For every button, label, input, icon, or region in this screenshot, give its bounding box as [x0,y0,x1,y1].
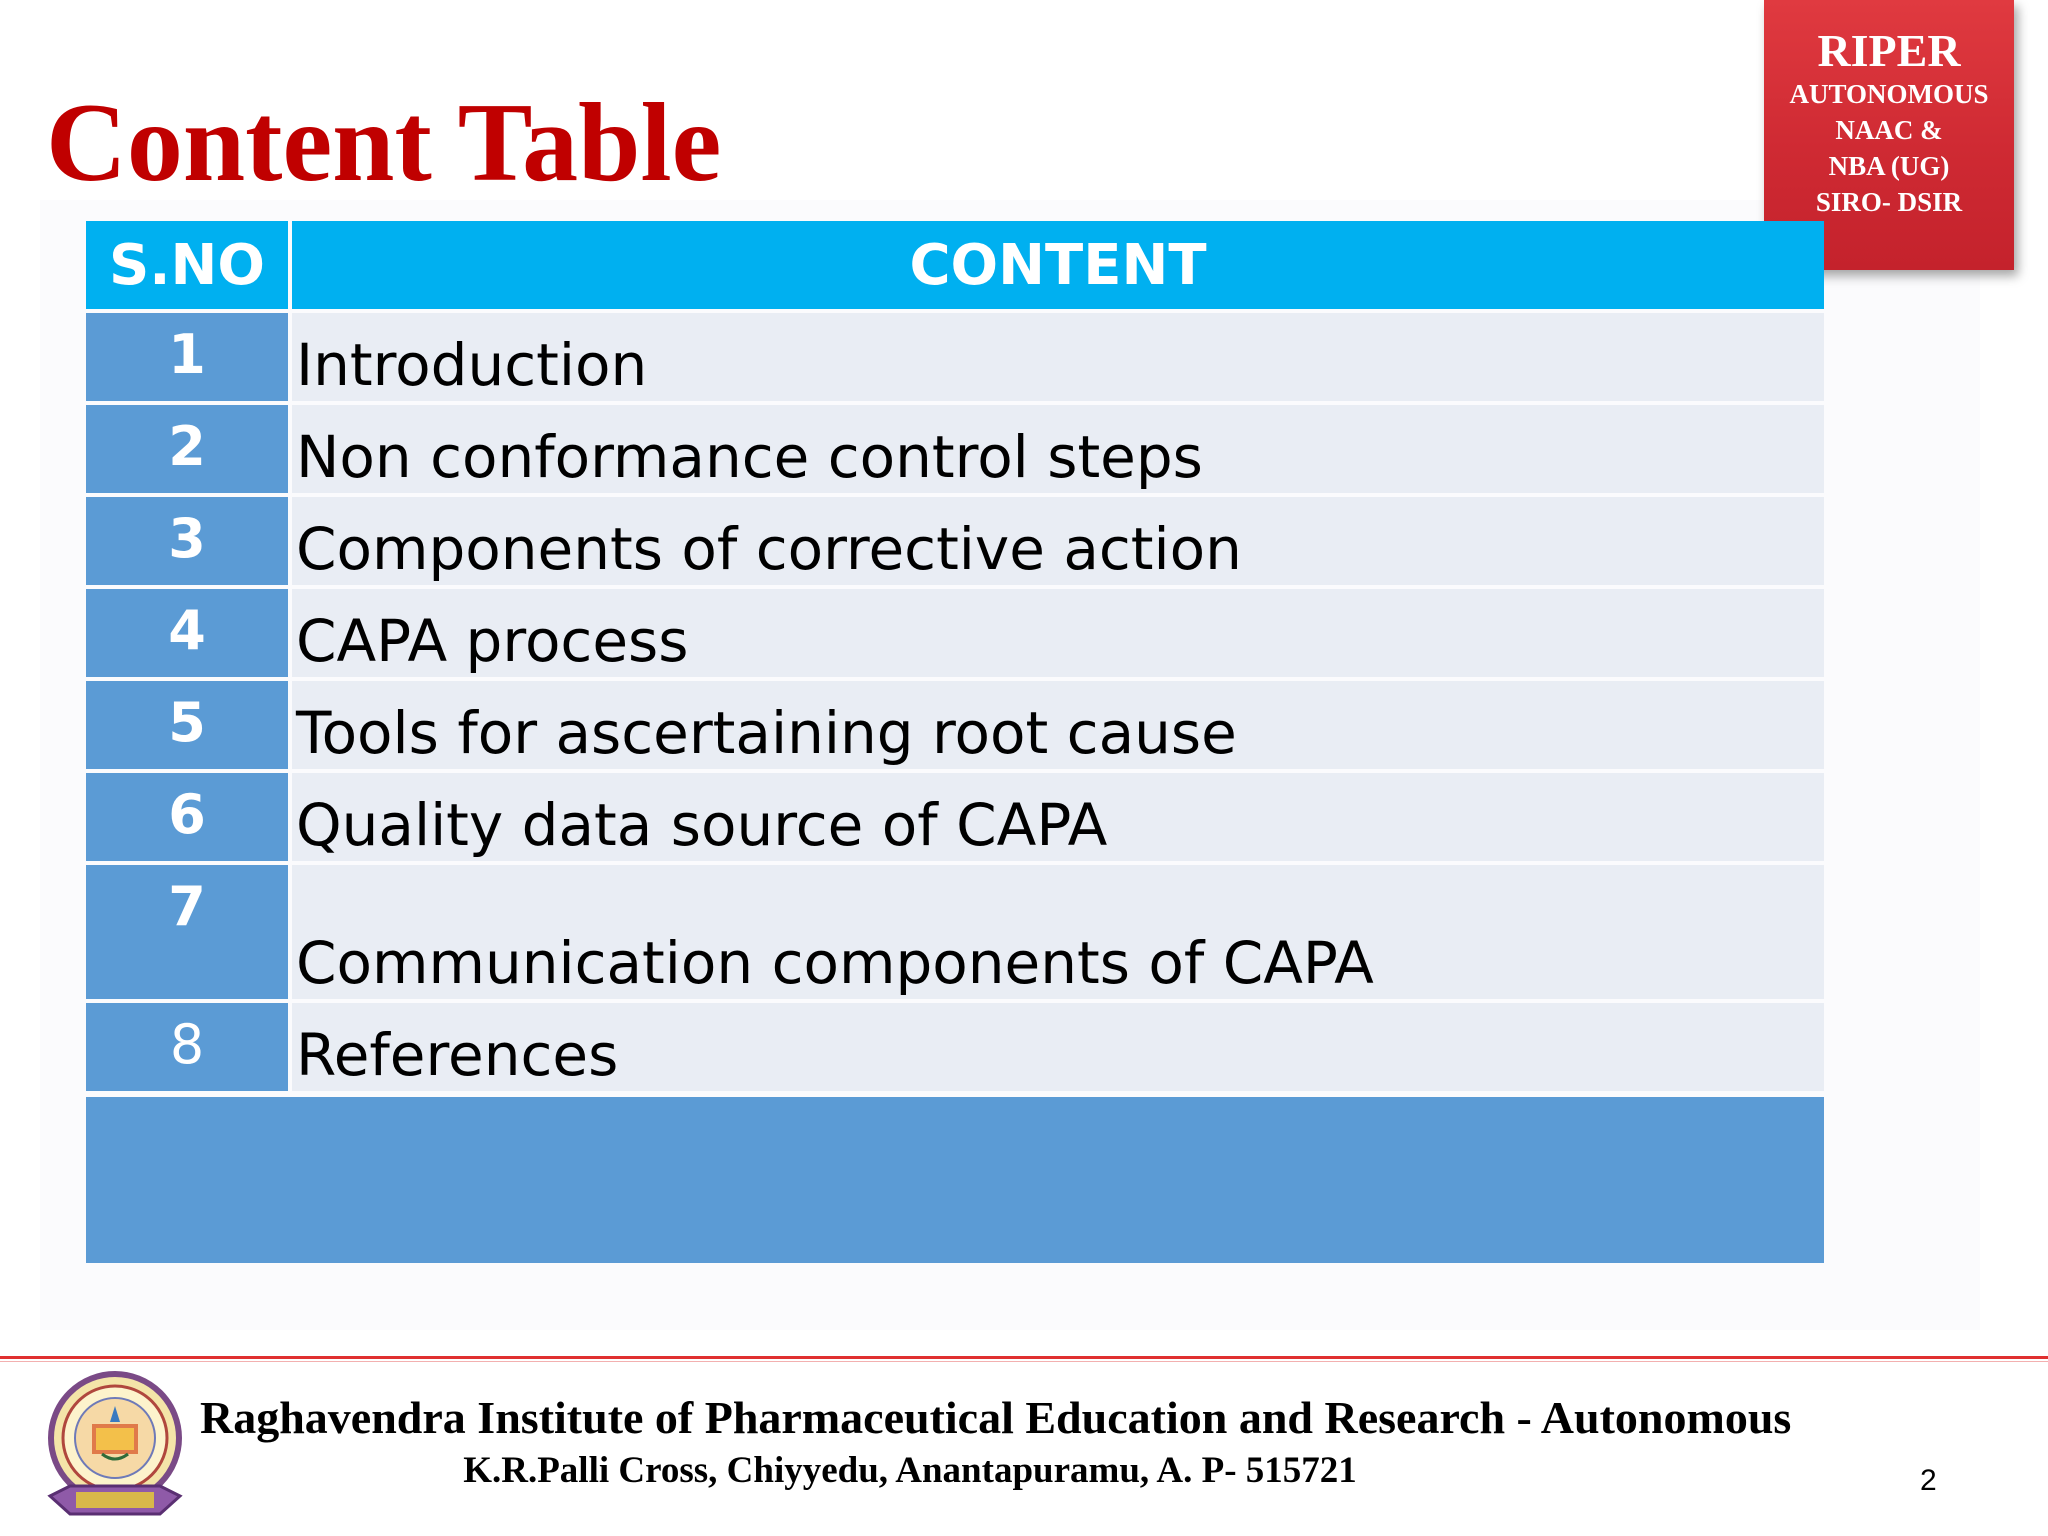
badge-line-siro: SIRO- DSIR [1815,187,1963,217]
row-content: CAPA process [292,589,1824,677]
table-footer-band [86,1097,1824,1263]
row-number: 7 [86,865,288,999]
badge-line-nba: NBA (UG) [1828,151,1950,181]
header-content: CONTENT [292,221,1824,309]
footer-divider-shadow [0,1361,2048,1362]
content-table [86,221,1824,1091]
badge-title: RIPER [1817,25,1961,76]
table-row [86,865,1824,999]
page-number: 2 [1920,1464,1937,1497]
slide-title: Content Table [46,81,722,205]
row-number: 8 [86,1003,288,1091]
row-content: Non conformance control steps [292,405,1824,493]
row-number: 6 [86,773,288,861]
table-row [86,773,1824,861]
table-row [86,1003,1824,1091]
row-number: 1 [86,313,288,401]
row-number: 4 [86,589,288,677]
row-content: Introduction [292,313,1824,401]
badge-line-naac: NAAC & [1835,115,1943,145]
footer-divider [0,1356,2048,1359]
row-content: References [292,1003,1824,1091]
row-content: Quality data source of CAPA [292,773,1824,861]
row-number: 5 [86,681,288,769]
table-row [86,681,1824,769]
badge-line-autonomous: AUTONOMOUS [1789,79,1989,109]
row-number: 3 [86,497,288,585]
table-row [86,313,1824,401]
header-sno: S.NO [86,221,288,309]
table-row [86,497,1824,585]
table-row [86,589,1824,677]
row-content: Communication components of CAPA [292,865,1824,999]
row-content: Components of corrective action [292,497,1824,585]
institution-name: Raghavendra Institute of Pharmaceutical Education and Research - Autonomous [200,1392,1792,1443]
institution-address: K.R.Palli Cross, Chiyyedu, Anantapuramu, A. P- 515721 [463,1450,1357,1491]
row-number: 2 [86,405,288,493]
table-row [86,405,1824,493]
table-header-row [86,221,1824,309]
institute-seal-icon [42,1368,188,1528]
row-content: Tools for ascertaining root cause [292,681,1824,769]
